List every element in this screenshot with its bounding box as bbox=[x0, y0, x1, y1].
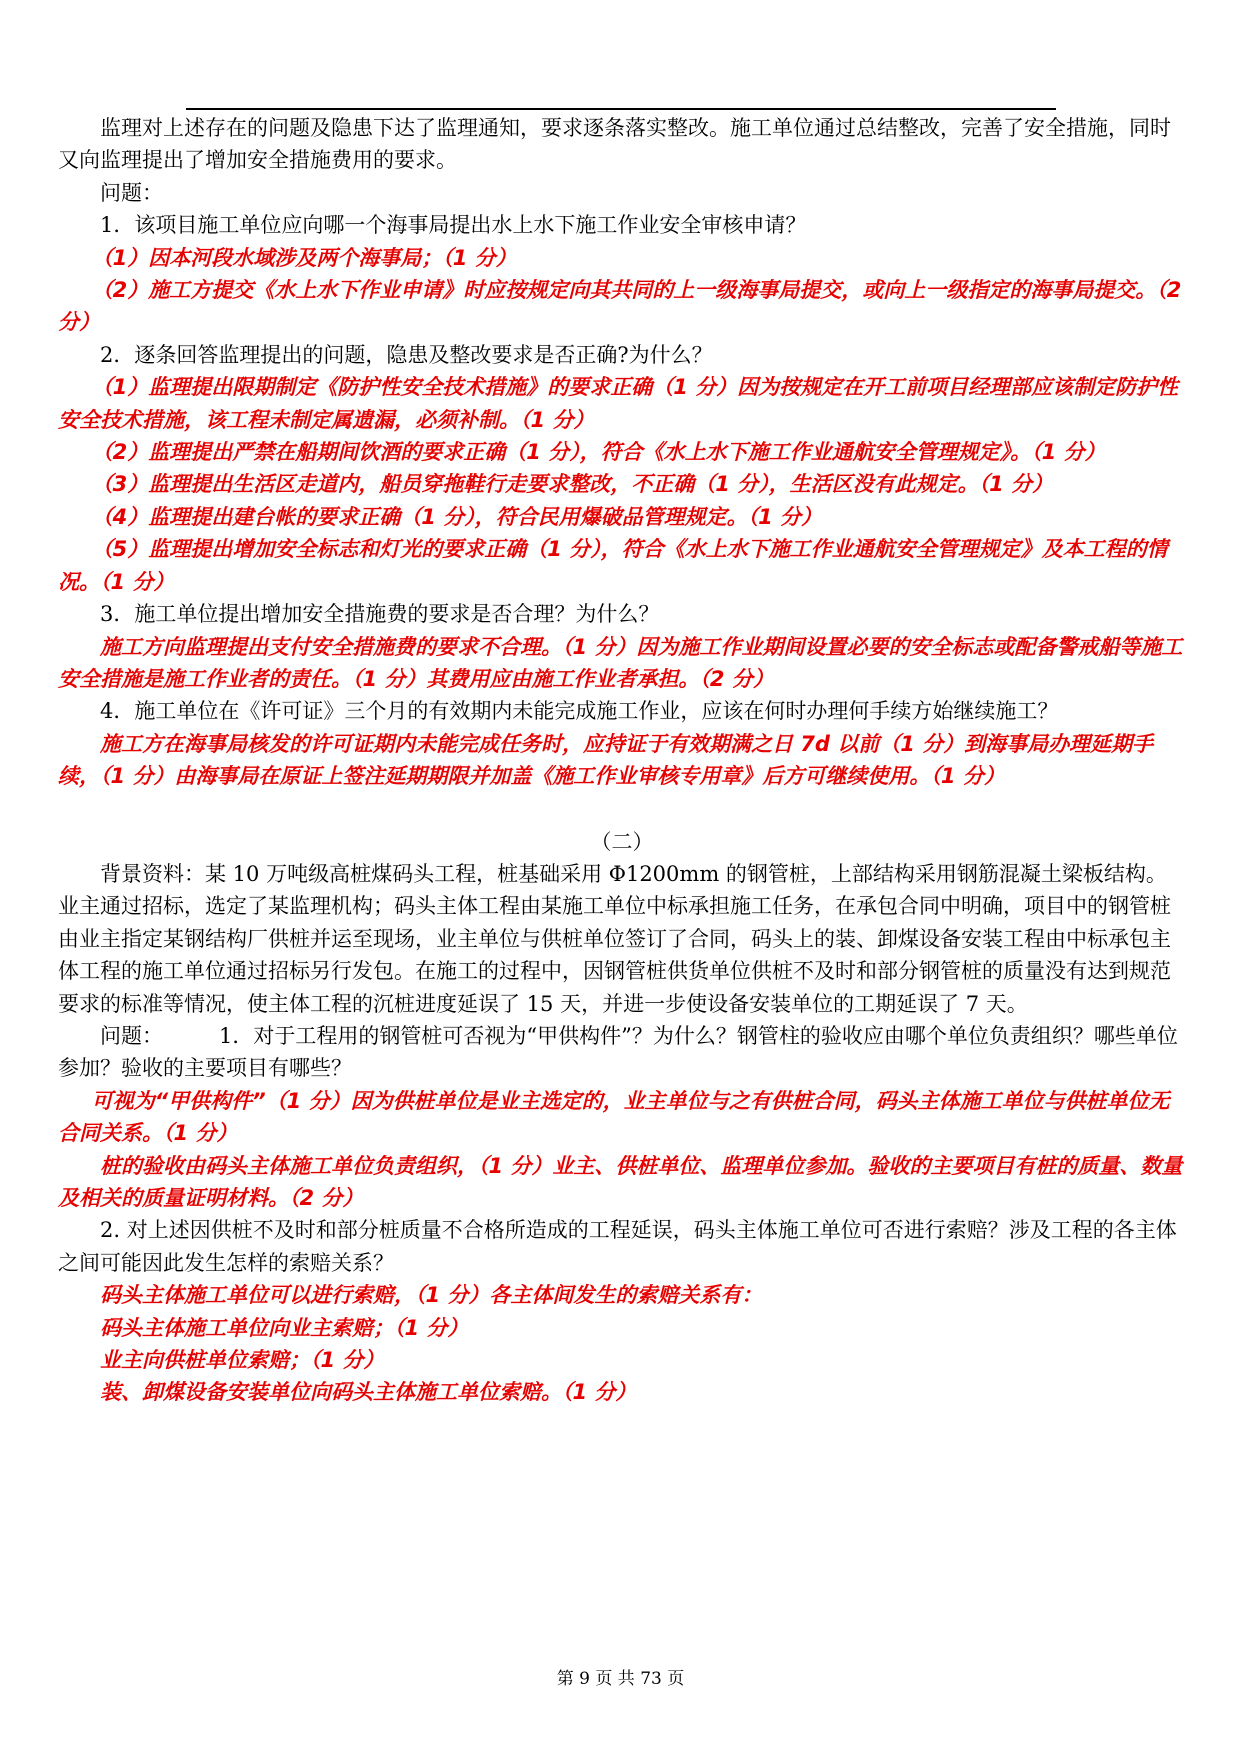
answer-1-item-1: （1）因本河段水域涉及两个海事局；（1 分） bbox=[91, 245, 517, 270]
section-gap bbox=[58, 793, 1186, 826]
answer-3: 施工方向监理提出支付安全措施费的要求不合理。（1 分）因为施工作业期间设置必要的安全标志或配备警戒船等施工安全措施是施工作业者的责任。（1 分）其费用应由施工作业者承担。（2 分） bbox=[58, 634, 1183, 691]
answer-1-item-2: （2）施工方提交《水上水下作业申请》时应按规定向其共同的上一级海事局提交，或向上一级指定的海事局提交。（2 分） bbox=[58, 278, 1182, 335]
document-body bbox=[58, 112, 1186, 1409]
section-2-question-2: 2. 对上述因供桩不及时和部分桩质量不合格所造成的工程延误，码头主体施工单位可否进行索赔？涉及工程的各主体之间可能因此发生怎样的索赔关系？ bbox=[58, 1218, 1177, 1275]
section-2-answer-1-part-1: 可视为“甲供构件”（1 分）因为供桩单位是业主选定的，业主单位与之有供桩合同，码头主体施工单位与供桩单位无合同关系。（1 分） bbox=[58, 1088, 1170, 1146]
section-2-heading: （二） bbox=[590, 829, 654, 854]
section-2-answer-1-part-2: 桩的验收由码头主体施工单位负责组织，（1 分）业主、供桩单位、监理单位参加。验收的主要项目有桩的质量、数量及相关的质量证明材料。（2 分） bbox=[58, 1153, 1183, 1210]
answer-4: 施工方在海事局核发的许可证期内未能完成任务时，应持证于有效期满之日 7d 以前（1 分）到海事局办理延期手续，（1 分）由海事局在原证上签注延期期限并加盖《施工作业审核专用章》后方可继续使用。（1 分） bbox=[58, 731, 1154, 789]
question-1: 1．该项目施工单位应向哪一个海事局提出水上水下施工作业安全审核申请？ bbox=[100, 213, 807, 238]
background-paragraph: 背景资料：某 10 万吨级高桩煤码头工程，桩基础采用 Φ1200mm 的钢管桩，上部结构采用钢筋混凝土梁板结构。业主通过招标，选定了某监理机构；码头主体工程由某施工单位中标承担施工任务，在承包合同中明确，项目中的钢管桩由业主指定某钢结构厂供桩并运至现场，业主单位与供桩单位签订了合同，码头上的装、卸煤设备安装工程由中标承包主体工程的施工单位通过招标另行发包。在施工的过程中，因钢管桩供货单位供桩不及时和部分钢管桩的质量没有达到规范要求的标准等情况，使主体工程的沉桩进度延误了 15 天，并进一步使设备安装单位的工期延误了 7 天。 bbox=[58, 861, 1171, 1016]
header-rule bbox=[186, 108, 1056, 110]
answer-2-item-1: （1）监理提出限期制定《防护性安全技术措施》的要求正确（1 分）因为按规定在开工前项目经理部应该制定防护性安全技术措施，该工程未制定属遗漏，必须补制。（1 分） bbox=[58, 375, 1179, 432]
section-2-answer-2-line-2: 码头主体施工单位向业主索赔；（1 分） bbox=[100, 1315, 469, 1340]
answer-2-item-4: （4）监理提出建台帐的要求正确（1 分），符合民用爆破品管理规定。（1 分） bbox=[91, 504, 823, 529]
section-2-question-1 bbox=[58, 1020, 1186, 1085]
section-2-answer-2-line-1: 码头主体施工单位可以进行索赔，（1 分）各主体间发生的索赔关系有： bbox=[100, 1283, 763, 1308]
question-4: 4．施工单位在《许可证》三个月的有效期内未能完成施工作业，应该在何时办理何手续方始继续施工？ bbox=[100, 699, 1059, 724]
page-number: 第 9 页 共 73 页 bbox=[556, 1669, 685, 1689]
questions-label: 问题： bbox=[100, 180, 163, 205]
question-1-text: 1．对于工程用的钢管桩可否视为“甲供构件”？为什么？钢管柱的验收应由哪个单位负责组织？哪些单位参加？验收的主要项目有哪些？ bbox=[58, 1023, 1178, 1081]
answer-2-item-5: （5）监理提出增加安全标志和灯光的要求正确（1 分），符合《水上水下施工作业通航安全管理规定》及本工程的情况。（1 分） bbox=[58, 537, 1168, 594]
questions-label: 问题： bbox=[100, 1023, 163, 1048]
section-2-answer-2-line-3: 业主向供桩单位索赔；（1 分） bbox=[100, 1348, 385, 1373]
section-2-answer-2-line-4: 装、卸煤设备安装单位向码头主体施工单位索赔。（1 分） bbox=[100, 1380, 637, 1405]
question-3: 3．施工单位提出增加安全措施费的要求是否合理？为什么？ bbox=[100, 602, 660, 627]
paragraph-notice: 监理对上述存在的问题及隐患下达了监理通知，要求逐条落实整改。施工单位通过总结整改，完善了安全措施，同时又向监理提出了增加安全措施费用的要求。 bbox=[58, 116, 1171, 173]
answer-2-item-3: （3）监理提出生活区走道内，船员穿拖鞋行走要求整改，不正确（1 分），生活区没有此规定。（1 分） bbox=[91, 472, 1054, 497]
question-2: 2．逐条回答监理提出的问题，隐患及整改要求是否正确?为什么？ bbox=[100, 342, 713, 367]
answer-2-item-2: （2）监理提出严禁在船期间饮酒的要求正确（1 分），符合《水上水下施工作业通航安全管理规定》。（1 分） bbox=[91, 440, 1106, 465]
